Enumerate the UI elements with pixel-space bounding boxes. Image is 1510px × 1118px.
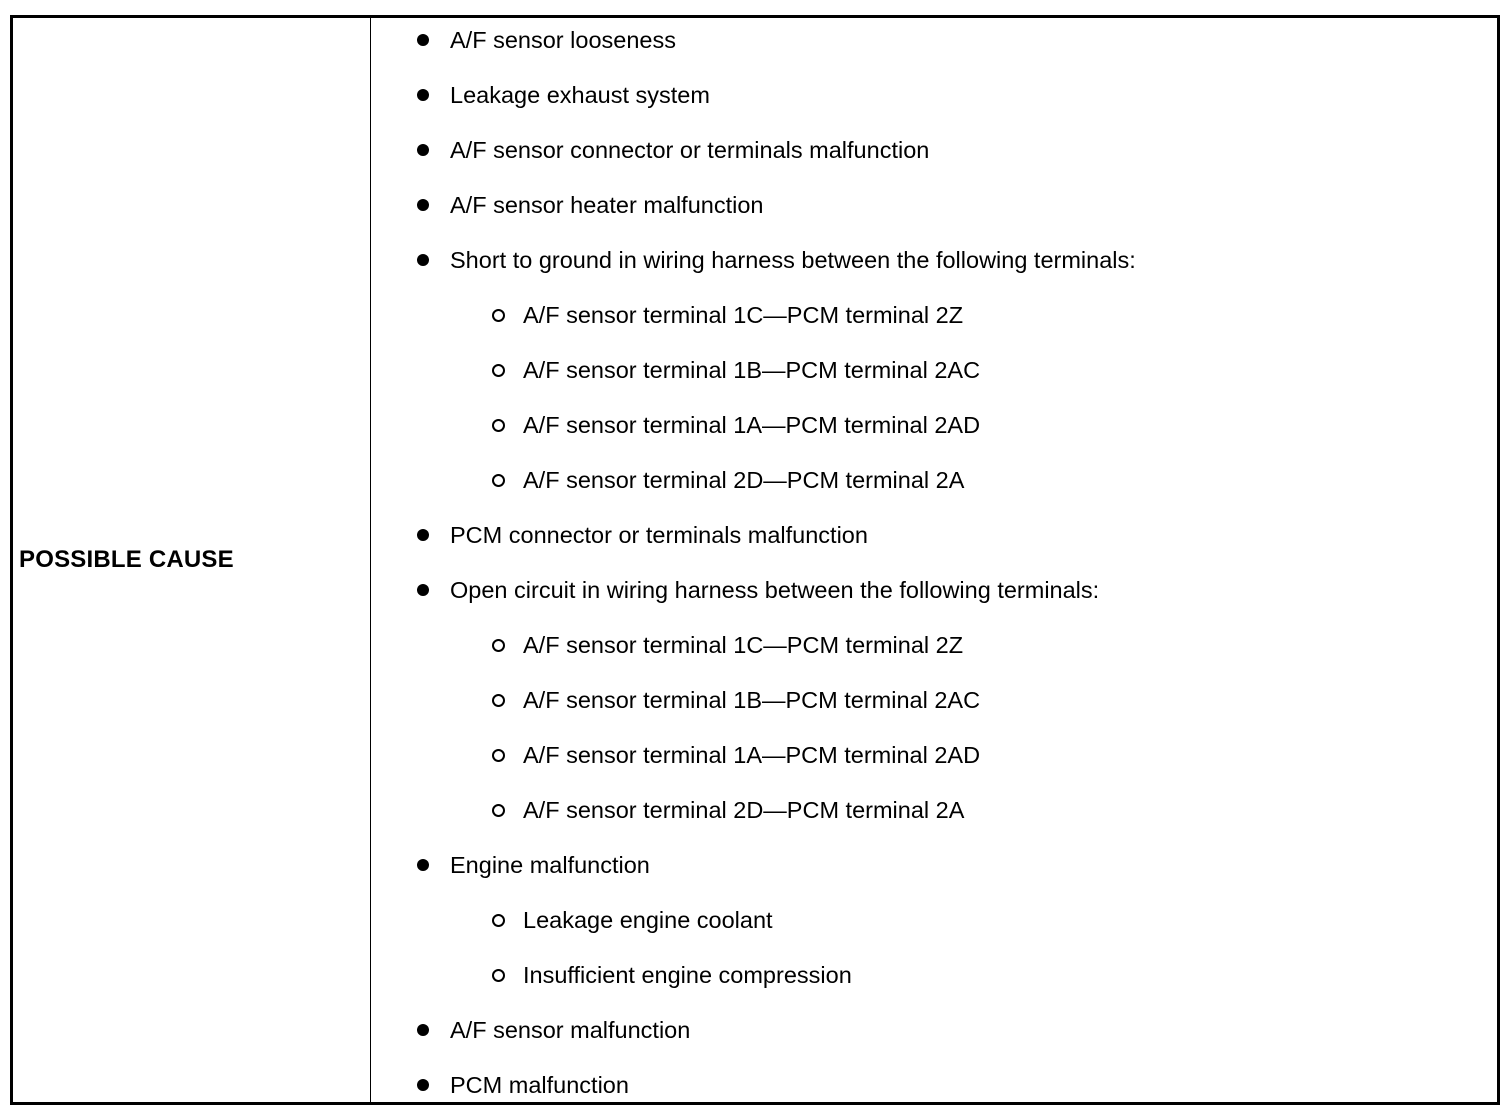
hollow-bullet-icon [492,969,505,982]
sub-list-item [492,405,980,445]
list-item-text: A/F sensor terminal 1B—PCM terminal 2AC [523,356,981,383]
sub-list-item [492,295,963,335]
list-item-text: Short to ground in wiring harness between the following terminals: [450,246,1136,273]
list-item [417,570,1099,610]
bullet-icon [417,254,429,266]
list-item [417,185,764,225]
bullet-icon [417,1079,429,1091]
list-item [417,1065,629,1105]
bullet-icon [417,1024,429,1036]
hollow-bullet-icon [492,309,505,322]
list-item-text: Open circuit in wiring harness between the following terminals: [450,576,1100,603]
list-item-text: A/F sensor terminal 1C—PCM terminal 2Z [523,301,964,328]
list-item [417,130,929,170]
list-item [417,20,676,60]
sub-list-item [492,955,852,995]
sub-list-item [492,460,964,500]
list-item-text: A/F sensor terminal 1A—PCM terminal 2AD [523,411,981,438]
list-item-text: A/F sensor looseness [450,26,676,53]
list-item [417,75,710,115]
list-item-text: Engine malfunction [450,851,650,878]
list-item [417,515,868,555]
list-item [417,845,650,885]
sub-list-item [492,350,980,390]
list-item-text: A/F sensor malfunction [450,1016,691,1043]
list-item-text: PCM connector or terminals malfunction [450,521,868,548]
list-item-text: A/F sensor connector or terminals malfunction [450,136,930,163]
cause-list [371,18,1497,1102]
hollow-bullet-icon [492,639,505,652]
sub-list-item [492,790,964,830]
bullet-icon [417,144,429,156]
hollow-bullet-icon [492,419,505,432]
list-item-text: Leakage engine coolant [523,906,773,933]
sub-list-item [492,900,773,940]
list-item-text: A/F sensor terminal 2D—PCM terminal 2A [523,796,965,823]
hollow-bullet-icon [492,749,505,762]
bullet-icon [417,199,429,211]
list-item-text: PCM malfunction [450,1071,629,1098]
hollow-bullet-icon [492,694,505,707]
bullet-icon [417,34,429,46]
bullet-icon [417,584,429,596]
list-item-text: A/F sensor terminal 1C—PCM terminal 2Z [523,631,964,658]
label-cell [13,18,371,1102]
bullet-icon [417,859,429,871]
hollow-bullet-icon [492,804,505,817]
hollow-bullet-icon [492,474,505,487]
sub-list-item [492,735,980,775]
sub-list-item [492,625,963,665]
sub-list-item [492,680,980,720]
list-item-text: A/F sensor terminal 1B—PCM terminal 2AC [523,686,981,713]
list-item-text: A/F sensor heater malfunction [450,191,764,218]
list-item [417,240,1136,280]
possible-cause-label: POSSIBLE CAUSE [19,546,234,573]
bullet-icon [417,529,429,541]
bullet-icon [417,89,429,101]
list-item [417,1010,690,1050]
list-item-text: A/F sensor terminal 2D—PCM terminal 2A [523,466,965,493]
list-item-text: A/F sensor terminal 1A—PCM terminal 2AD [523,741,981,768]
hollow-bullet-icon [492,364,505,377]
list-item-text: Insufficient engine compression [523,961,852,988]
hollow-bullet-icon [492,914,505,927]
possible-cause-table [10,15,1500,1105]
list-item-text: Leakage exhaust system [450,81,710,108]
